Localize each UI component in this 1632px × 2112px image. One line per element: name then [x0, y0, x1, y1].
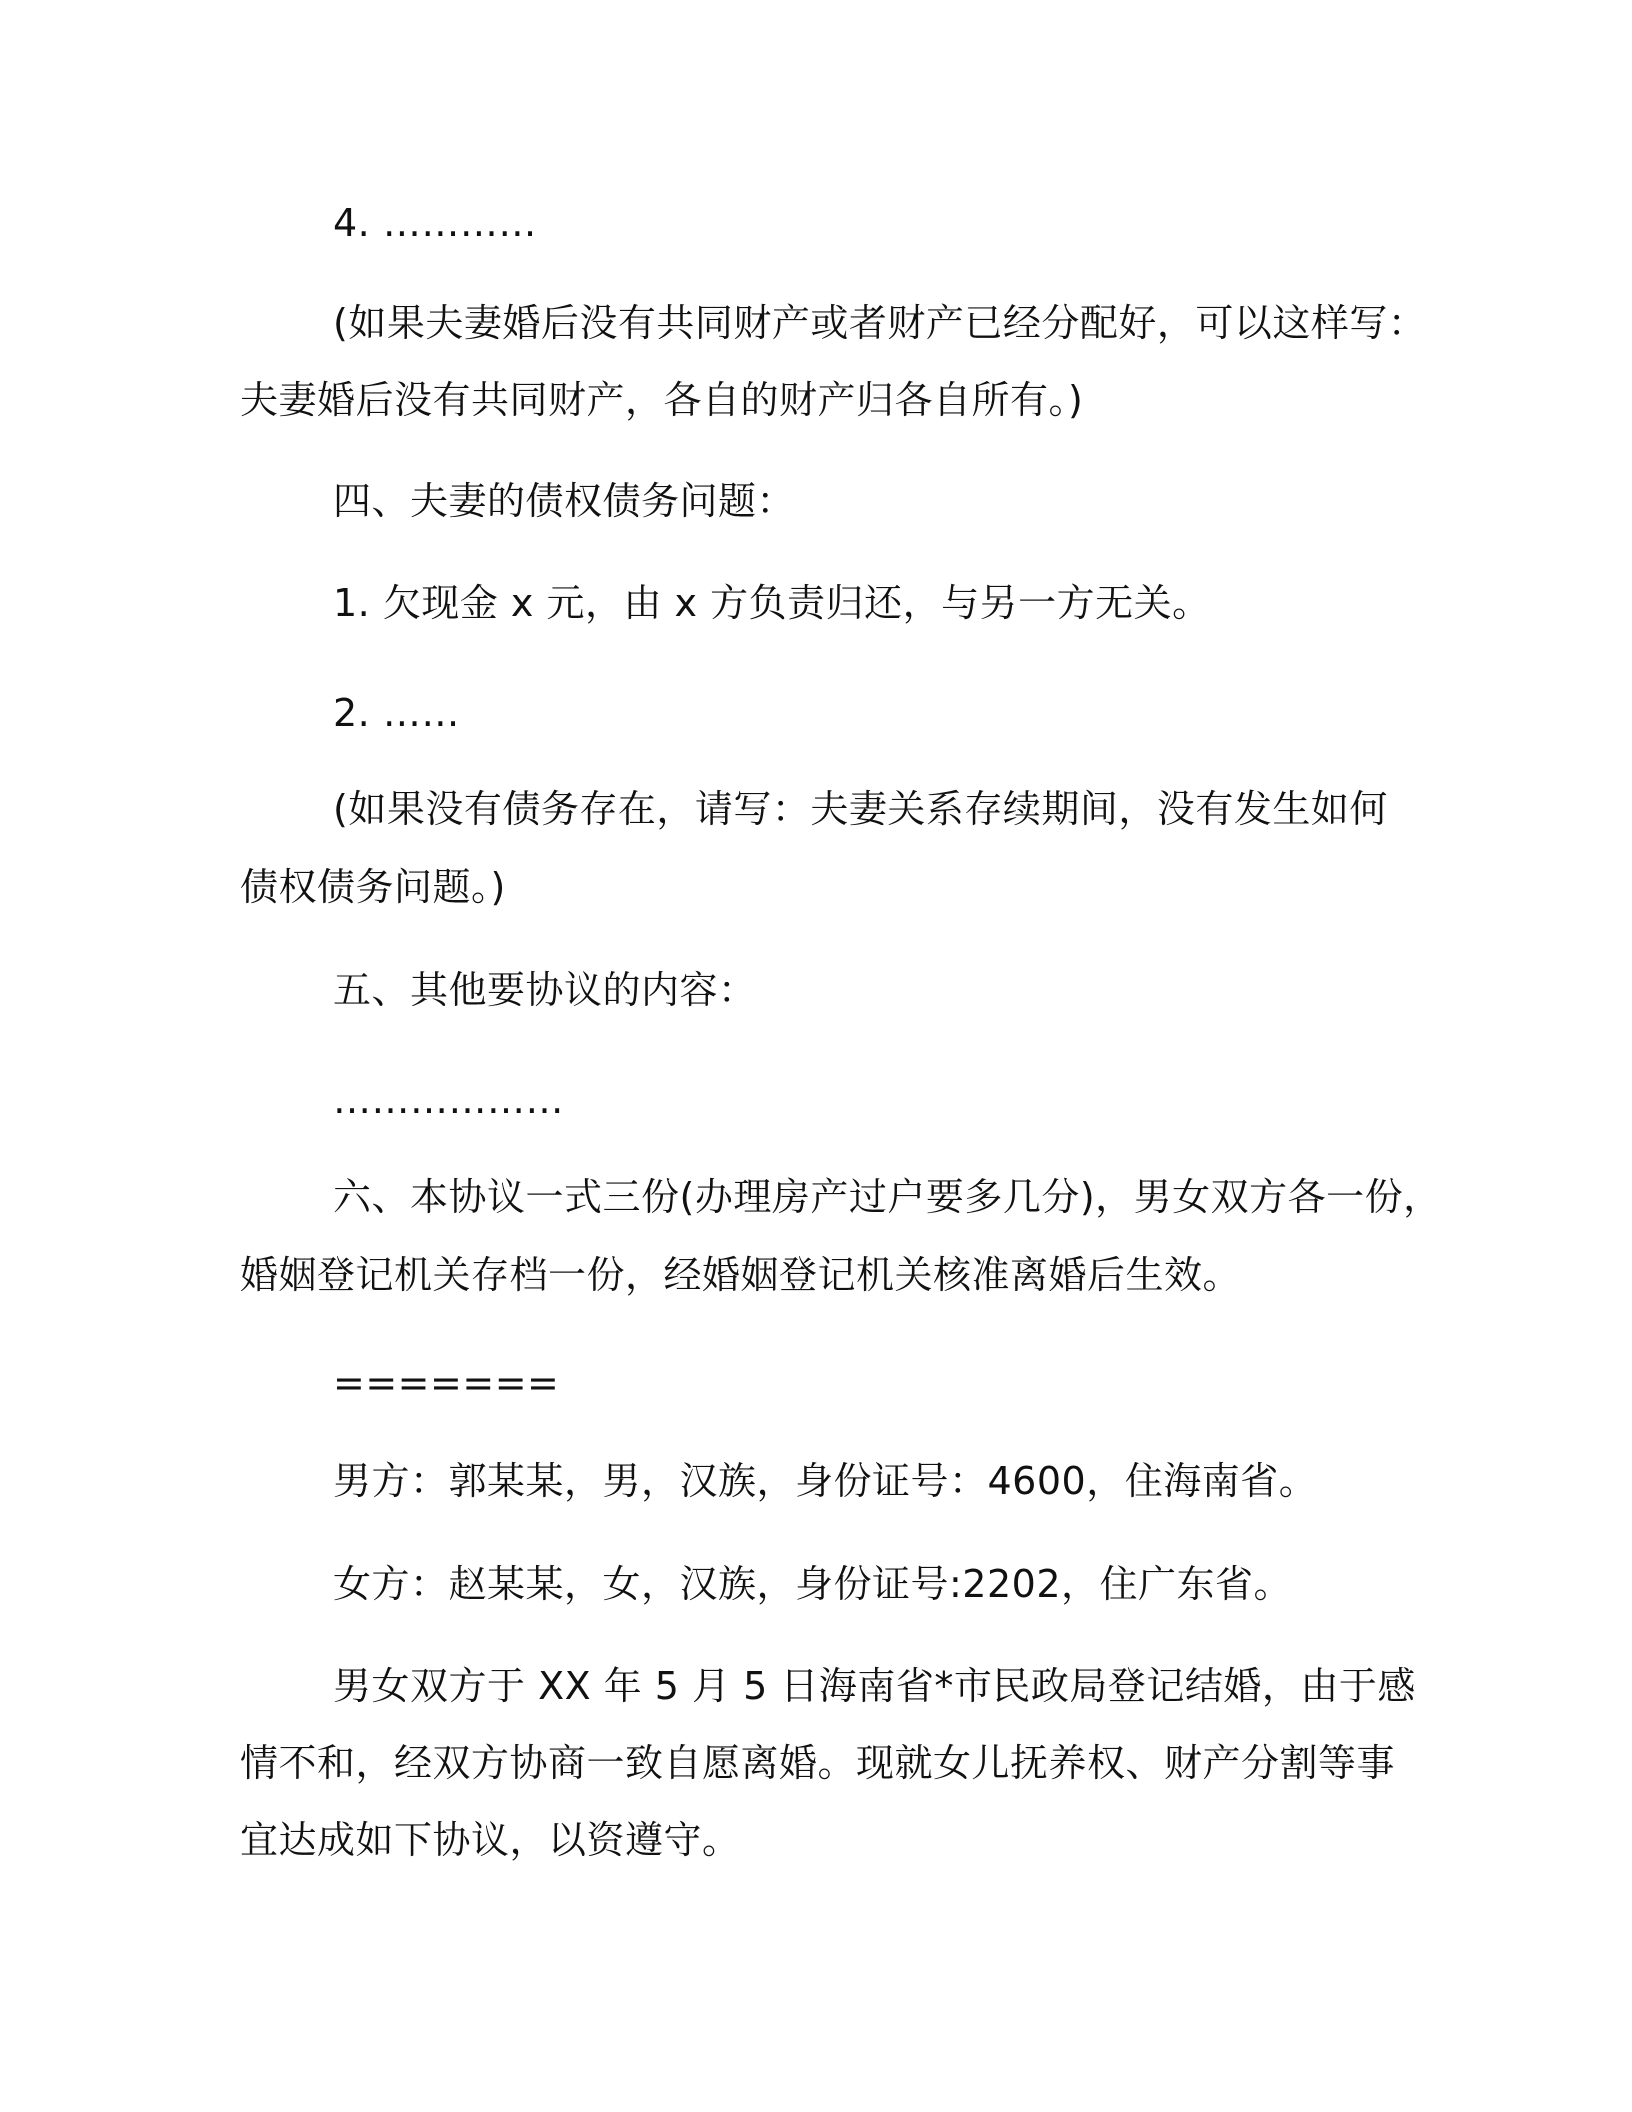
item-4: 4. …………: [333, 201, 537, 245]
female-party: 女方：赵某某，女，汉族，身份证号:2202，住广东省。: [333, 1562, 1293, 1606]
separator: =======: [333, 1361, 560, 1405]
male-party: 男方：郭某某，男，汉族，身份证号：4600，住海南省。: [333, 1459, 1318, 1503]
note-property-line-2: 夫妻婚后没有共同财产，各自的财产归各自所有。): [240, 378, 1084, 422]
section-5-dots: ………………: [333, 1078, 564, 1122]
debt-item-2: 2. ……: [333, 691, 460, 735]
section-6-line-2: 婚姻登记机关存档一份，经婚姻登记机关核准离婚后生效。: [240, 1253, 1242, 1297]
intro-line-2: 情不和，经双方协商一致自愿离婚。现就女儿抚养权、财产分割等事: [240, 1741, 1396, 1785]
intro-line-1: 男女双方于 XX 年 5 月 5 日海南省*市民政局登记结婚，由于感: [333, 1664, 1416, 1708]
note-property-line-1: (如果夫妻婚后没有共同财产或者财产已经分配好，可以这样写：: [333, 301, 1427, 345]
intro-line-3: 宜达成如下协议，以资遵守。: [240, 1818, 741, 1862]
note-debt-line-2: 债权债务问题。): [240, 865, 506, 909]
debt-item-1: 1. 欠现金 x 元，由 x 方负责归还，与另一方无关。: [333, 581, 1211, 625]
section-6-line-1: 六、本协议一式三份(办理房产过户要多几分)，男女双方各一份，: [333, 1175, 1442, 1219]
section-4-heading: 四、夫妻的债权债务问题：: [333, 479, 796, 523]
note-debt-line-1: (如果没有债务存在，请写：夫妻关系存续期间，没有发生如何: [333, 787, 1388, 831]
section-5-heading: 五、其他要协议的内容：: [333, 968, 757, 1012]
